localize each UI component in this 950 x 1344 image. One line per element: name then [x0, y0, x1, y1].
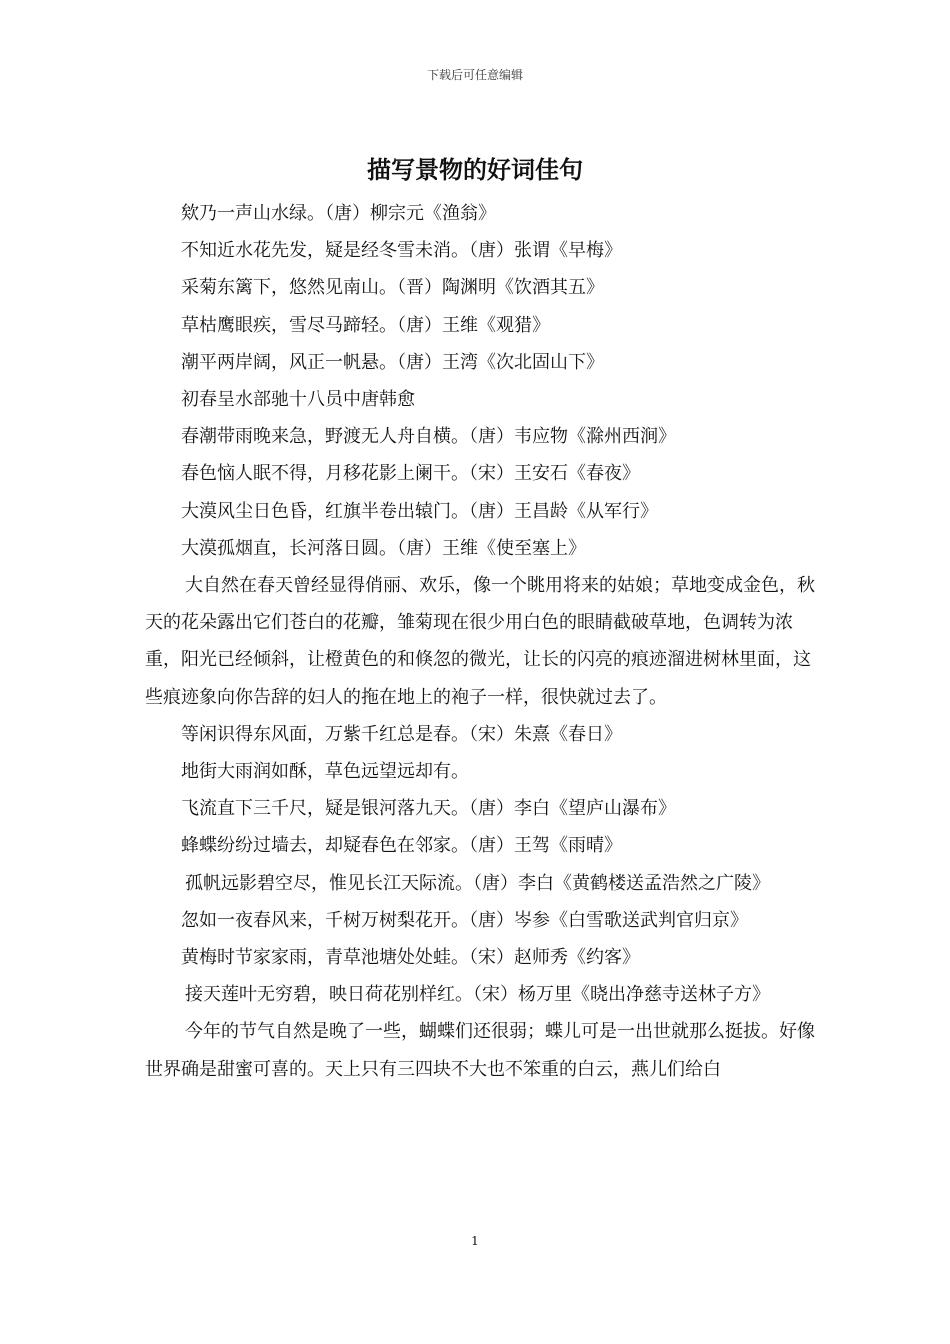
verse-line: 大漠风尘日色昏，红旗半卷出辕门。（唐）王昌龄《从军行》 [181, 500, 658, 522]
verse-line: 采菊东篱下，悠然见南山。（晋）陶渊明《饮酒其五》 [181, 277, 604, 299]
page-title: 描写景物的好词佳句 [367, 155, 583, 184]
verse-line: 蜂蝶纷纷过墙去，却疑春色在邻家。（唐）王驾《雨晴》 [181, 835, 622, 857]
verse-line: 忽如一夜春风来，千树万树梨花开。（唐）岑参《白雪歌送武判官归京》 [181, 909, 748, 931]
verse-paragraph: 孤帆远影碧空尽，惟见长江天际流。（唐）李白《黄鹤楼送孟浩然之广陵》 [185, 872, 770, 894]
prose-paragraph: 大自然在春天曾经显得俏丽、欢乐，像一个眺用将来的姑娘；草地变成金色，秋天的花朵露出它们苍白的花瓣，雏菊现在很少用白色的眼睛截破草地，色调转为浓重，阳光已经倾斜，让橙黄色的和倏忽的微光，让长的闪亮的痕迹溜进树林里面，这些痕迹象向你告辞的妇人的拖在地上的袍子一样，很快就过去了。 [145, 575, 815, 708]
page-number: 1 [471, 1234, 479, 1248]
verse-line: 草枯鹰眼疾，雪尽马蹄轻。（唐）王维《观猎》 [181, 314, 550, 336]
verse-line: 初春呈水部驰十八员中唐韩愈 [181, 389, 415, 411]
verse-paragraph: 接天莲叶无穷碧，映日荷花别样红。（宋）杨万里《晓出净慈寺送林子方》 [185, 984, 770, 1006]
verse-line: 大漠孤烟直，长河落日圆。（唐）王维《使至塞上》 [181, 537, 586, 559]
page-header-note: 下载后可任意编辑 [426, 68, 523, 82]
verse-line: 地街大雨润如酥，草色远望远却有。 [181, 761, 469, 783]
verse-line: 春色恼人眠不得，月移花影上阑干。（宋）王安石《春夜》 [181, 463, 640, 485]
verse-line: 等闲识得东风面，万紫千红总是春。（宋）朱熹《春日》 [181, 723, 622, 745]
verse-line: 黄梅时节家家雨，青草池塘处处蛙。（宋）赵师秀《约客》 [181, 947, 640, 969]
verse-line: 不知近水花先发，疑是经冬雪未消。（唐）张谓《早梅》 [181, 240, 622, 262]
verse-line: 欸乃一声山水绿。（唐）柳宗元《渔翁》 [181, 203, 496, 224]
prose-paragraph: 今年的节气自然是晚了一些，蝴蝶们还很弱；蝶儿可是一出世就那么挺拔。好像世界确是甜蜜可喜的。天上只有三四块不大也不笨重的白云，燕儿们给白 [145, 1021, 815, 1080]
verse-line: 飞流直下三千尺，疑是银河落九天。（唐）李白《望庐山瀑布》 [181, 798, 676, 820]
document-body [145, 195, 815, 1088]
verse-line: 潮平两岸阔，风正一帆悬。（唐）王湾《次北固山下》 [181, 351, 604, 373]
verse-line: 春潮带雨晚来急，野渡无人舟自横。（唐）韦应物《滁州西涧》 [181, 426, 676, 448]
